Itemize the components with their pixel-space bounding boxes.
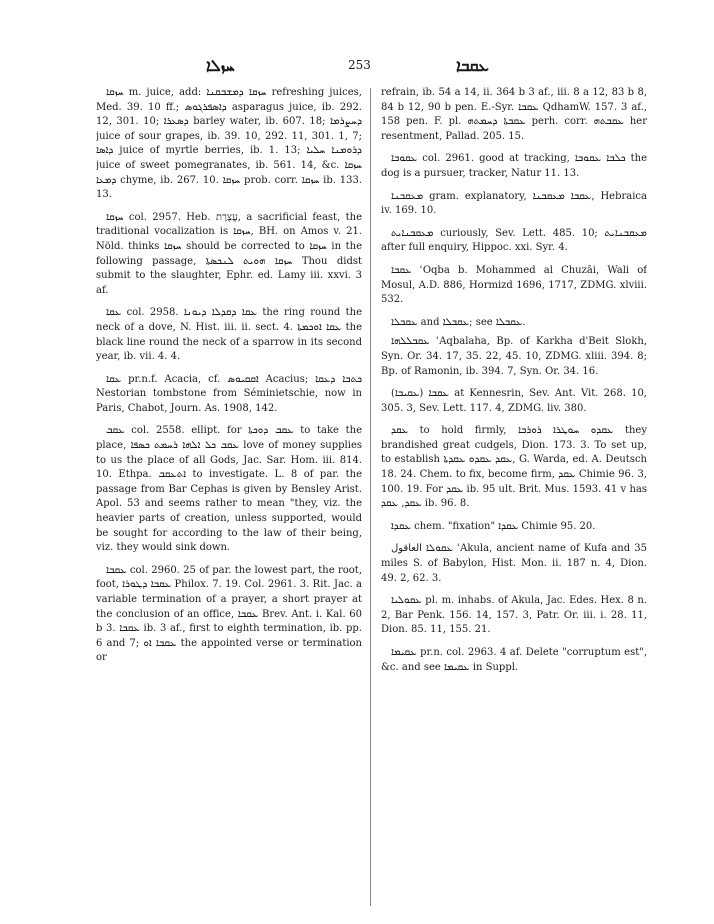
column-divider bbox=[370, 88, 371, 906]
entry-curiously: ܡܥܩܒܢܐܝܬ curiously, Sev. Lett. 485. 10; ܡܥܩܒܢܐܝܬ after full enquiry, Hippoc. xxi. Syr. 4. bbox=[381, 227, 647, 254]
entry-see: ܥܩܒܠܐ and ܥܩܒܠܐ; see ܥܩܒܠܐ. bbox=[391, 316, 526, 328]
two-column-body bbox=[96, 86, 674, 906]
running-head-left: ܚܙܠܐ bbox=[206, 56, 235, 75]
entry-juice: ܚܙܩܐ m. juice, add: ܚܙܩܐ ܕܡܫܒܩܢܐ refreshing juices, Med. 39. 10 ff.; ܕܐܣܦܪܓܘܣ asparagus juice, ib. 292. 12, 301. 10; ܕܣܥܪܐ barley water, ib. 607. 18; ܕܚܨܪܡܐ juice of sour grapes, ib. 39. 10, 292. 11, 301. 1, 7; ܕܐܣܐ juice of myrtle berries, ib. 1. 13; ܕܪܘܡܢܐ ܚܠܝܐ juice of sweet pomegranates, ib. 561. 14, &c. ܚܙܩܐ ܕܡܥܐ chyme, ib. 267. 10. ܚܙܩܐ prob. corr. ܚܙܩܐ ib. 133. 13. bbox=[96, 87, 362, 201]
page-header bbox=[96, 56, 674, 78]
entry-refrain-continued: refrain, ib. 54 a 14, ii. 364 b 3 af., iii. 8 a 12, 83 b 8, 84 b 12, 90 b pen. E.-Syr. ܥܩܒܐ QdhamW. 157. 3 af., 158 pen. F. pl. ܥܩܒܬܐ ܕܚܡܬܗ perh. corr. ܥܩܒܬܗ her resentment, Pallad. 205. 15. bbox=[381, 87, 647, 142]
entry-lowest-part: ܥܩܒܐ col. 2960. 25 of par. the lowest part, the root, foot, ܥܩܒܐ ܕܛܘܪܐ Philox. 7. 19. Col. 2961. 3. Rit. Jac. a variable termination of a prayer, a short prayer at the conclusion of an office, ܥܩܒܐ Brev. Ant. i. Kal. 60 b 3. ܥܩܒܐ ib. 3 af., first to eighth termination, ib. pp. 6 and 7; ܥܩܒܐ ܐܘ the appointed verse or termination or bbox=[96, 564, 362, 664]
entry-sacrificial-feast: ܚܙܩܐ col. 2957. Heb. עֲצֶרֶת, a sacrificial feast, the traditional vocalization is ܚܙܩܐ, BH. on Amos v. 21. Nöld. thinks ܚܙܩܐ should be corrected to ܚܙܩܐ in the following passage, ܚܙܩܐ ܗܘܝܬ ܠܢܟܣܬܐ Thou didst submit to the slaughter, Ephr. ed. Lamy iii. xxvi. 3 af. bbox=[96, 211, 362, 296]
page-number: 253 bbox=[348, 58, 371, 72]
entry-hold-firmly: ܥܩܕ to hold firmly, ܥܩܕܘ ܚܘܛܪܐ ܪܘܪܒܐ they brandished great cudgels, Dion. 173. 3. To set up, to establish ܥܩܕ ܥܩܕܘ ܥܩܕܬܐ, G. Warda, ed. A. Deutsch 18. 24. Chem. to fix, become firm, ܥܩܕ Chimie 96. 3, 100. 19. For ܥܩܕ ib. 95 ult. Brit. Mus. 1593. 41 v has ܥܩܕ, ܥܩܕ ib. 96. 8. bbox=[381, 425, 647, 510]
entry-acacia: ܥܩܐ pr.n.f. Acacia, cf. ܐܩܩܝܘܣ Acacius; ܟܬܒܐ ܕܥܩܐ Nestorian tombstone from Séminietschie, now in Paris, Chabot, Journ. As. 1908, 142. bbox=[96, 373, 362, 414]
entry-aqbalaha: ܥܩܒܠܠܗܐ ʿAqbalaha, Bp. of Karkha d'Beit Slokh, Syn. Or. 34. 17, 35. 22, 45. 10, ZDMG. xliii. 394. 8; Bp. of Ramonin, ib. 394. 7, Syn. Or. 34. 16. bbox=[381, 336, 647, 377]
entry-tracking: ܥܩܘܒܐ col. 2961. good at tracking, ܟܠܒܐ ܥܩܘܒܐ the dog is a pursuer, tracker, Natur 11. 13. bbox=[381, 153, 647, 179]
right-column bbox=[381, 86, 647, 906]
entry-take-the-place: ܥܩܒ col. 2558. ellipt. for ܥܩܒ ܕܘܟܬܐ to take the place, ܥܩܒ ܟܠ ܐܠܗܐ ܪܚܡܬ ܟܣܦܐ love of money supplies to us the place of all Gods, Jac. Sar. Hom. iii. 814. 10. Ethpa. ܐܬܥܩܒ to investigate. L. 8 of par. the passage from Bar Cephas is given by Bensley Arist. Apol. 53 and seems rather to mean "they, viz. the heavier parts of creation, unless supported, would be sought for according to the law of their being, viz. they would sink down. bbox=[96, 425, 362, 554]
entry-fixation: ܥܩܕܐ chem. "fixation" ܥܩܕܐ Chimie 95. 20. bbox=[391, 520, 596, 532]
left-column bbox=[96, 86, 362, 906]
entry-ring: ܥܩܐ col. 2958. ܥܩܐ ܕܩܕܠܐ ܕܝܘܢܐ the ring round the neck of a dove, N. Hist. iii. ii. sect. 4. ܥܩܐ ܐܘܟܡܬܐ the black line round the neck of a sparrow in its second year, ib. vii. 4. 4. bbox=[96, 307, 362, 363]
running-head-right: ܥܩܒܐ bbox=[456, 56, 489, 75]
entry-kennesrin: ܥܩܒܐ (ܥܩܝܒܐ) at Kennesrin, Sev. Ant. Vit. 268. 10, 305. 3, Sev. Lett. 117. 4, ZDMG. liv. 380. bbox=[381, 388, 647, 414]
entry-delete: ܥܩܝܡܐ pr.n. col. 2963. 4 af. Delete "corruptum est", &c. and see ܥܩܝܡܐ in Suppl. bbox=[381, 647, 647, 673]
entry-akula: ܥܩܘܠܐ العاقول ʿAkula, ancient name of Kufa and 35 miles S. of Babylon, Hist. Mon. ii. 187 n. 4, Dion. 49. 2, 62. 3. bbox=[381, 543, 647, 584]
entry-inhabs-akula: ܥܩܘܠܝܐ pl. m. inhabs. of Akula, Jac. Edes. Hex. 8 n. 2, Bar Penk. 156. 14, 157. 3, Patr. Or. iii. i. 28. 11, Dion. 85. 11, 155. 21. bbox=[381, 595, 647, 636]
entry-explanatory: ܡܥܩܒܢܐ gram. explanatory, ܥܩܒܐ ܡܥܩܒܢܐ, Hebraica iv. 169. 10. bbox=[381, 190, 647, 217]
entry-oqba: ܥܩܒܐ ʿOqba b. Mohammed al Chuzāi, Wali of Mosul, A.D. 886, Hormizd 1696, 1717, ZDMG. xlviii. 532. bbox=[381, 264, 647, 306]
